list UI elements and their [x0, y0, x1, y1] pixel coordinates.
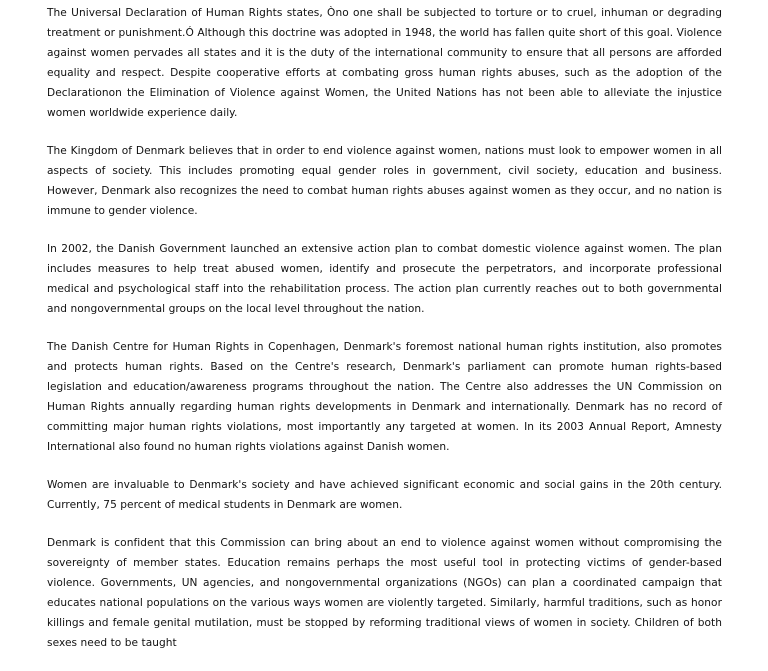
paragraph-women-invaluable: Women are invaluable to Denmark's society and have achieved significant economic and social gains in the 20th century. Currently, 75 percent of medical students in Denmark are women. [47, 479, 722, 511]
document-page [47, 3, 722, 671]
paragraph-denmark-empowerment: The Kingdom of Denmark believes that in order to end violence against women, nations must look to empower women in all aspects of society. This includes promoting equal gender roles in government, civil society, education and business. However, Denmark also recognizes the need to combat human rights abuses against women as they occur, and no nation is immune to gender violence. [47, 145, 722, 217]
paragraph-commission-confidence: Denmark is confident that this Commission can bring about an end to violence against women without compromising the sovereignty of member states. Education remains perhaps the most useful tool in protecting victims of gender-based violence. Governments, UN agencies, and nongovernmental organizations (NGOs) can plan a coordinated campaign that educates national populations on the various ways women are violently targeted. Similarly, harmful traditions, such as honor killings and female genital mutilation, must be stopped by reforming traditional views of women in society. Children of both sexes need to be taught [47, 537, 722, 649]
paragraph-action-plan-2002: In 2002, the Danish Government launched an extensive action plan to combat domestic violence against women. The plan includes measures to help treat abused women, identify and prosecute the perpetrators, and incorporate professional medical and psychological staff into the rehabilitation process. The action plan currently reaches out to both governmental and nongovernmental groups on the local level throughout the nation. [47, 243, 722, 315]
paragraph-danish-centre-human-rights: The Danish Centre for Human Rights in Copenhagen, Denmark's foremost national human rights institution, also promotes and protects human rights. Based on the Centre's research, Denmark's parliament can promote human rights-based legislation and education/awareness programs throughout the nation. The Centre also addresses the UN Commission on Human Rights annually regarding human rights developments in Denmark and internationally. Denmark has no record of committing major human rights violations, most importantly any targeted at women. In its 2003 Annual Report, Amnesty International also found no human rights violations against Danish women. [47, 341, 722, 453]
paragraph-udhr-intro: The Universal Declaration of Human Rights states, Òno one shall be subjected to torture or to cruel, inhuman or degrading treatment or punishment.Ó Although this doctrine was adopted in 1948, the world has fallen quite short of this goal. Violence against women pervades all states and it is the duty of the international community to ensure that all persons are afforded equality and respect. Despite cooperative efforts at combating gross human rights abuses, such as the adoption of the Declarationon the Elimination of Violence against Women, the United Nations has not been able to alleviate the injustice women worldwide experience daily. [47, 7, 722, 119]
